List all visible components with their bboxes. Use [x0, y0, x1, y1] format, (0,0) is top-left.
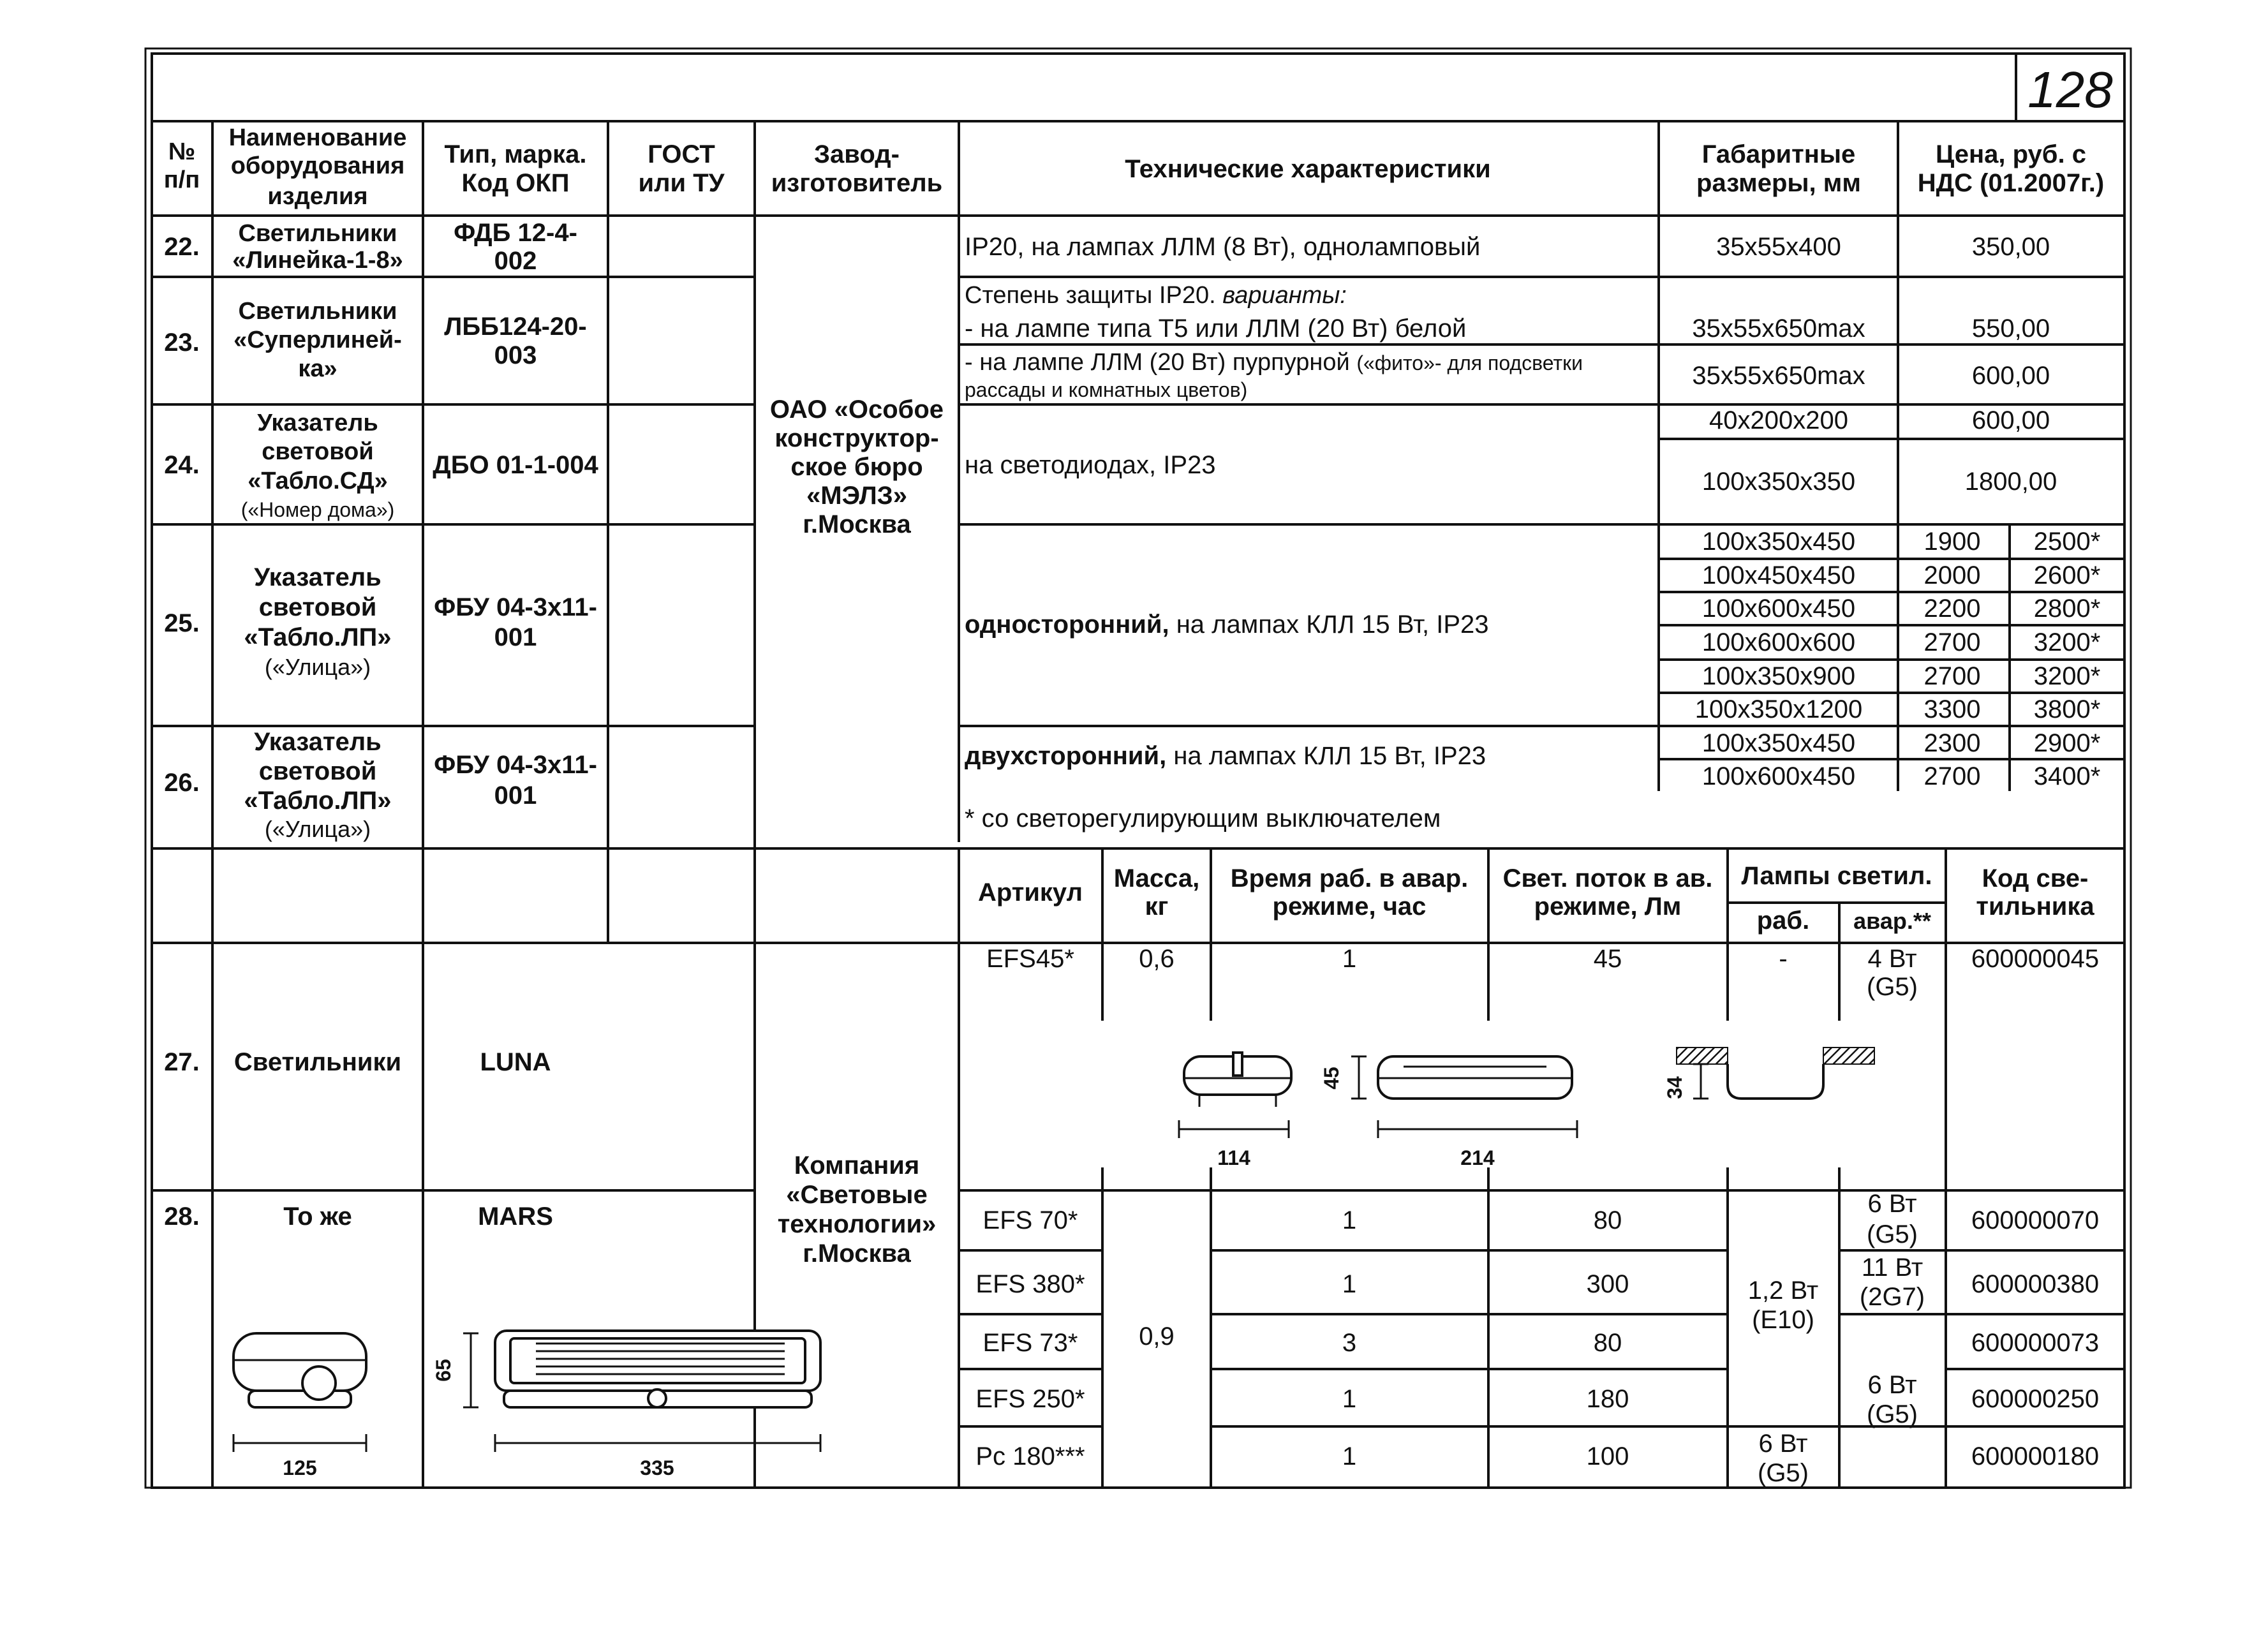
dim-label: 335: [640, 1456, 674, 1479]
variant-size: 100х350х450: [1701, 729, 1856, 757]
item-name: («Улица»): [264, 654, 371, 680]
variant-price: 1900: [1923, 528, 1981, 556]
variant-price: 2700: [1923, 762, 1981, 790]
footnote: * со светорегулирующим выключателем: [965, 804, 1441, 833]
article: EFS45*: [986, 945, 1074, 973]
item-type: MARS: [478, 1203, 553, 1231]
item-name: световой: [258, 593, 377, 621]
dim-label: 114: [1217, 1146, 1250, 1169]
item-name: Указатель: [254, 563, 382, 591]
row-number: 26.: [164, 769, 200, 797]
item-price: 600,00: [1971, 362, 2050, 390]
subheader-code: тильника: [1976, 892, 2094, 921]
subheader-time: Время раб. в авар.: [1230, 864, 1469, 892]
header-type: Код ОКП: [461, 169, 570, 197]
article: EFS 380*: [975, 1270, 1085, 1298]
variant-size: 100х350х1200: [1694, 695, 1863, 723]
header-tech: Технические характеристики: [1125, 155, 1491, 183]
row-number: 28.: [164, 1203, 200, 1231]
dim-label: 125: [283, 1456, 317, 1479]
manufacturer-line: г.Москва: [803, 510, 911, 538]
manufacturer-line: «Световые: [786, 1181, 928, 1209]
item-type: 002: [494, 247, 537, 275]
code: 600000180: [1971, 1442, 2100, 1470]
item-name: («Улица»): [264, 816, 371, 842]
time: 1: [1342, 945, 1357, 973]
variant-size: 100х600х450: [1701, 762, 1856, 790]
row-number: 27.: [164, 1048, 200, 1076]
item-price: 550,00: [1971, 315, 2050, 343]
variant-price: 3300: [1923, 695, 1981, 723]
luna-front-drawing: [1179, 1053, 1291, 1169]
variant-price: 2300: [1923, 729, 1981, 757]
item-type: ФБУ 04-3х11-: [434, 751, 597, 779]
variant-price: 3200*: [2033, 662, 2101, 690]
time: 1: [1342, 1270, 1357, 1298]
header-maker: изготовитель: [771, 169, 943, 197]
subheader-lamp-work: раб.: [1756, 907, 1810, 935]
dim-label: 34: [1663, 1076, 1686, 1099]
subheader-flux: Свет. поток в ав.: [1502, 864, 1713, 892]
variant-price: 2000: [1923, 561, 1981, 589]
time: 1: [1342, 1206, 1357, 1234]
header-price: Цена, руб. с: [1936, 140, 2086, 168]
lamp-emerg: 11 Вт: [1861, 1254, 1923, 1282]
header-gost: или ТУ: [638, 169, 725, 197]
mars-side-drawing: [432, 1331, 820, 1479]
variant-size: 100х600х450: [1701, 595, 1856, 623]
time: 1: [1342, 1442, 1357, 1470]
subheader-flux: режиме, Лм: [1534, 892, 1682, 921]
manufacturer-line: «МЭЛЗ»: [806, 482, 907, 510]
item-type: 001: [494, 781, 537, 810]
variant-price: 2700: [1923, 628, 1981, 656]
sub-header: [978, 862, 2094, 935]
lamp-emerg: (2G7): [1859, 1283, 1925, 1311]
item-size: 40х200х200: [1709, 406, 1848, 434]
page-number: 128: [2027, 61, 2113, 118]
item-tech-variant: рассады и комнатных цветов): [965, 378, 1248, 401]
item-tech: IP20, на лампах ЛЛМ (8 Вт), одноламповый: [965, 233, 1481, 261]
subheader-code: Код све-: [1982, 864, 2089, 892]
table-row-22: [164, 219, 2050, 275]
item-size: 35х55х650max: [1692, 315, 1865, 343]
subheader-lamps: Лампы светил.: [1741, 862, 1932, 890]
row28-item: [975, 1430, 2099, 1487]
variant-price: 3800*: [2033, 695, 2101, 723]
lamp-emerg: (G5): [1867, 1220, 1918, 1248]
header-num: №: [168, 138, 196, 165]
subheader-article: Артикул: [977, 878, 1083, 907]
item-tech: двухсторонний, на лампах КЛЛ 15 Вт, IP23: [965, 742, 1486, 770]
item-price: 350,00: [1971, 233, 2050, 261]
header-name: изделия: [267, 183, 368, 210]
article: Рс 180***: [975, 1442, 1085, 1470]
variant-price: 2900*: [2033, 729, 2101, 757]
variant-price: 2800*: [2033, 595, 2101, 623]
flux: 180: [1586, 1385, 1629, 1413]
item-tech: на светодиодах, IP23: [965, 451, 1216, 479]
code: 600000070: [1971, 1206, 2100, 1234]
mars-front-drawing: [233, 1333, 366, 1479]
subheader-mass: кг: [1145, 892, 1169, 921]
article: EFS 73*: [982, 1329, 1078, 1357]
item-name: («Номер дома»): [241, 498, 395, 521]
item-type: LUNA: [480, 1048, 551, 1076]
time: 1: [1342, 1385, 1357, 1413]
item-name: световой: [258, 757, 377, 785]
variant-price: 2200: [1923, 595, 1981, 623]
header-maker: Завод-: [814, 140, 900, 168]
mass: 0,6: [1139, 945, 1175, 973]
item-type: 003: [494, 341, 537, 369]
manufacturer-line: ское бюро: [790, 453, 923, 481]
flux: 80: [1593, 1329, 1622, 1357]
lamp-emerg: 4 Вт: [1867, 945, 1917, 973]
code: 600000073: [1971, 1329, 2100, 1357]
item-name: ка»: [298, 355, 337, 382]
variant-size: 100х350х450: [1701, 528, 1856, 556]
item-type: ФДБ 12-4-: [454, 219, 577, 247]
manufacturer-melz: [770, 396, 944, 538]
item-name: «Табло.ЛП»: [244, 623, 392, 651]
header-type: Тип, марка.: [444, 140, 587, 168]
manufacturer-line: технологии»: [777, 1210, 937, 1238]
item-tech-variant: - на лампе типа Т5 или ЛЛМ (20 Вт) белой: [965, 315, 1467, 343]
row28-item: [983, 1190, 2100, 1248]
manufacturer-line: конструктор-: [775, 424, 939, 452]
lamp-emerg: 6 Вт: [1867, 1371, 1917, 1399]
manufacturer-line: ОАО «Особое: [769, 396, 944, 424]
lamp-work: 6 Вт: [1758, 1430, 1808, 1458]
dim-label: 65: [432, 1359, 455, 1382]
table-row-24: [164, 406, 2057, 521]
flux: 300: [1586, 1270, 1629, 1298]
mass: 0,9: [1139, 1322, 1175, 1351]
item-price: 600,00: [1971, 406, 2050, 434]
variant-size: 100х450х450: [1701, 561, 1856, 589]
subheader-time: режиме, час: [1272, 892, 1427, 921]
item-name: Указатель: [257, 410, 378, 436]
item-name: То же: [283, 1203, 352, 1231]
variant-price: 3200*: [2033, 628, 2101, 656]
variant-price: 2500*: [2033, 528, 2101, 556]
item-name: Указатель: [254, 728, 382, 756]
luna-side-drawing: [1320, 1056, 1577, 1169]
item-type: ДБО 01-1-004: [433, 451, 598, 479]
subheader-mass: Масса,: [1113, 864, 1200, 892]
item-size: 100х350х350: [1701, 468, 1856, 496]
item-name: Светильники: [233, 1048, 402, 1076]
header-size: размеры, мм: [1696, 169, 1861, 197]
item-tech-variant: - на лампе ЛЛМ (20 Вт) пурпурной («фито»- для подсветки: [965, 349, 1583, 376]
row28-item: [975, 1254, 2099, 1311]
item-name: Светильники: [238, 220, 397, 247]
item-type: ФБУ 04-3х11-: [434, 593, 597, 621]
item-size: 35х55х650max: [1692, 362, 1865, 390]
lamp-work: (Е10): [1752, 1306, 1814, 1334]
lamp-work: 1,2 Вт: [1747, 1277, 1819, 1305]
luna-mounted-drawing: [1663, 1048, 1874, 1099]
table-row-27: [164, 945, 2099, 1169]
manufacturer-line: Компания: [794, 1151, 920, 1180]
item-name: «Табло.СД»: [248, 468, 388, 494]
flux: 45: [1593, 945, 1622, 973]
dim-label: 45: [1320, 1067, 1343, 1090]
table-row-23: [164, 282, 2050, 401]
flux: 80: [1593, 1206, 1622, 1234]
lamp-emerg: 6 Вт: [1867, 1190, 1917, 1218]
item-name: Светильники: [238, 298, 397, 325]
variant-size: 100х600х600: [1701, 628, 1856, 656]
manufacturer-light-tech: [778, 1151, 937, 1268]
variant-price: 2600*: [2033, 561, 2101, 589]
item-name: световой: [262, 438, 374, 465]
row-number: 22.: [164, 233, 200, 261]
item-name: «Табло.ЛП»: [244, 787, 392, 815]
header-gost: ГОСТ: [648, 140, 715, 168]
time: 3: [1342, 1329, 1357, 1357]
item-price: 1800,00: [1964, 468, 2057, 496]
header-size: Габаритные: [1701, 140, 1856, 168]
item-type: 001: [494, 623, 537, 651]
code: 600000045: [1971, 945, 2100, 973]
header-num: п/п: [163, 167, 200, 193]
item-tech-intro: Степень защиты IP20. варианты:: [965, 282, 1347, 309]
lamp-work: -: [1779, 945, 1788, 973]
article: EFS 250*: [975, 1385, 1085, 1413]
item-size: 35х55х400: [1716, 233, 1841, 261]
variant-price: 3400*: [2033, 762, 2101, 790]
row28-item: [975, 1385, 2099, 1413]
dim-label: 214: [1460, 1146, 1495, 1169]
item-name: «Линейка-1-8»: [232, 247, 403, 274]
article: EFS 70*: [982, 1206, 1078, 1234]
header-name: Наименование: [228, 124, 407, 151]
subheader-lamp-emerg: авар.**: [1853, 908, 1931, 934]
item-name: «Суперлиней-: [233, 327, 402, 353]
manufacturer-line: г.Москва: [803, 1240, 911, 1268]
variant-price: 2700: [1923, 662, 1981, 690]
flux: 100: [1586, 1442, 1629, 1470]
table-header: [164, 124, 2104, 210]
row-number: 25.: [164, 609, 200, 637]
table-row-26: [164, 728, 2100, 842]
lamp-emerg: (G5): [1867, 1400, 1918, 1428]
header-price: НДС (01.2007г.): [1917, 169, 2105, 197]
row-number: 23.: [164, 329, 200, 357]
lamp-work: (G5): [1758, 1459, 1809, 1487]
table-row-28: [164, 1190, 2099, 1487]
row-number: 24.: [164, 451, 200, 479]
code: 600000250: [1971, 1385, 2100, 1413]
lamp-emerg: (G5): [1867, 973, 1918, 1001]
code: 600000380: [1971, 1270, 2100, 1298]
item-type: ЛББ124-20-: [444, 313, 587, 341]
variant-size: 100х350х900: [1701, 662, 1856, 690]
header-name: оборудования: [230, 152, 405, 179]
item-tech: односторонний, на лампах КЛЛ 15 Вт, IP23: [965, 611, 1489, 639]
